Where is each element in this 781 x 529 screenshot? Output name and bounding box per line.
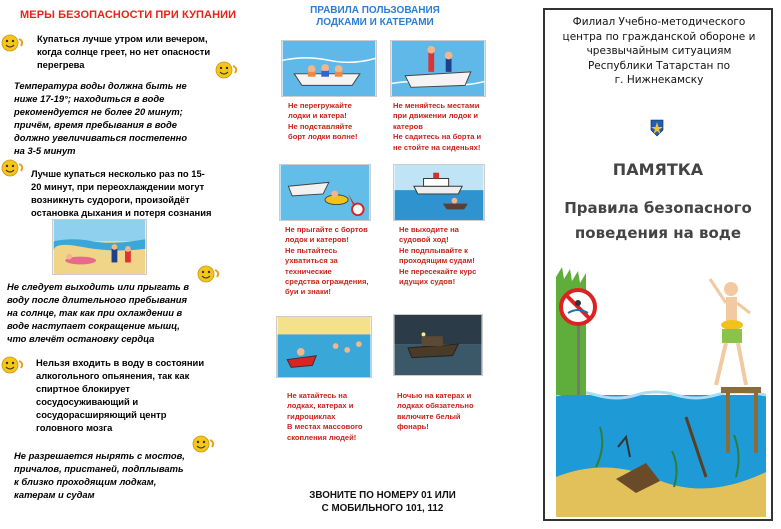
memo-subtitle: Правила безопасного поведения на воде [564, 199, 752, 242]
smiley-icon [196, 264, 222, 284]
middle-title: ПРАВИЛА ПОЛЬЗОВАНИЯ ЛОДКАМИ И КАТЕРАМИ [310, 5, 440, 28]
left-title: МЕРЫ БЕЗОПАСНОСТИ ПРИ КУПАНИИ [20, 9, 237, 21]
left-paragraph-6: Не разрешается нырять с мостов, причалов, пристаней, подплывать к близко проходящим лодкам, катерам и судам [14, 450, 185, 500]
left-paragraph-2: Температура воды должна быть не ниже 17-19°; находиться в воде рекомендуется не более 20 минут; причём, время пребывания в воде должно увеличиваться постепенно на 3-5 минут [14, 80, 188, 156]
night-boat-illustration [393, 314, 483, 376]
left-paragraph-1: Купаться лучше утром или вечером, когда солнце греет, но нет опасности перегрева [37, 33, 211, 70]
caption-5: Не катайтесь на лодках, катерах и гидроциклах В местах массового скопления людей! [287, 391, 363, 442]
memo-title: ПАМЯТКА [612, 160, 704, 179]
jetski-crowd-illustration [276, 316, 372, 378]
caption-3: Не прыгайте с бортов лодок и катеров! Не пытайтесь ухватиться за технические средства ограждения, буи и знаки! [285, 225, 369, 297]
left-paragraph-3: Лучше купаться несколько раз по 15- 20 минут, при переохлаждении могут возникнуть судороги, произойдёт остановка дыхания и потеря сознания [31, 168, 212, 218]
smiley-icon [0, 33, 26, 53]
standing-in-boat-illustration [390, 40, 486, 97]
caption-2: Не меняйтесь местами при движении лодок и катеров Не садитесь на борта и не стойте на сиденьях! [393, 101, 482, 152]
jumping-from-boat-illustration [279, 164, 371, 221]
cover-illustration [556, 267, 766, 517]
smiley-icon [191, 434, 217, 454]
smiley-icon [0, 355, 26, 375]
emblem-icon [649, 119, 665, 137]
cover-panel [543, 8, 773, 521]
smiley-icon [214, 60, 240, 80]
caption-6: Ночью на катерах и лодках обязательно включите белый фонарь! [397, 391, 474, 432]
caption-4: Не выходите на судовой ход! Не подплывайте к проходящим судам! Не пересекайте курс идущих судов! [399, 225, 477, 287]
left-paragraph-5: Нельзя входить в воду в состоянии алкогольного опьянения, так как спиртное блокирует сосудосуживающий и сосудорасширяющий центр головного мозга [36, 357, 205, 433]
emergency-call-text: ЗВОНИТЕ ПО НОМЕРУ 01 ИЛИ С МОБИЛЬНОГО 101, 112 [309, 490, 456, 514]
left-paragraph-4: Не следует выходить или прыгать в воду после длительного пребывания на солнце, так как при охлаждении в воде наступает сокращение мышц, что влечёт остановку сердца [7, 281, 190, 344]
caption-1: Не перегружайте лодки и катера! Не подставляйте борт лодки волне! [288, 101, 358, 142]
overloaded-boat-illustration [281, 40, 377, 97]
beach-illustration [52, 219, 147, 275]
organization-name: Филиал Учебно-методического центра по гражданской обороне и чрезвычайным ситуациям Республики Татарстан по г. Нижнекамску [562, 16, 756, 86]
smiley-icon [0, 158, 26, 178]
ship-lane-illustration [393, 164, 485, 221]
